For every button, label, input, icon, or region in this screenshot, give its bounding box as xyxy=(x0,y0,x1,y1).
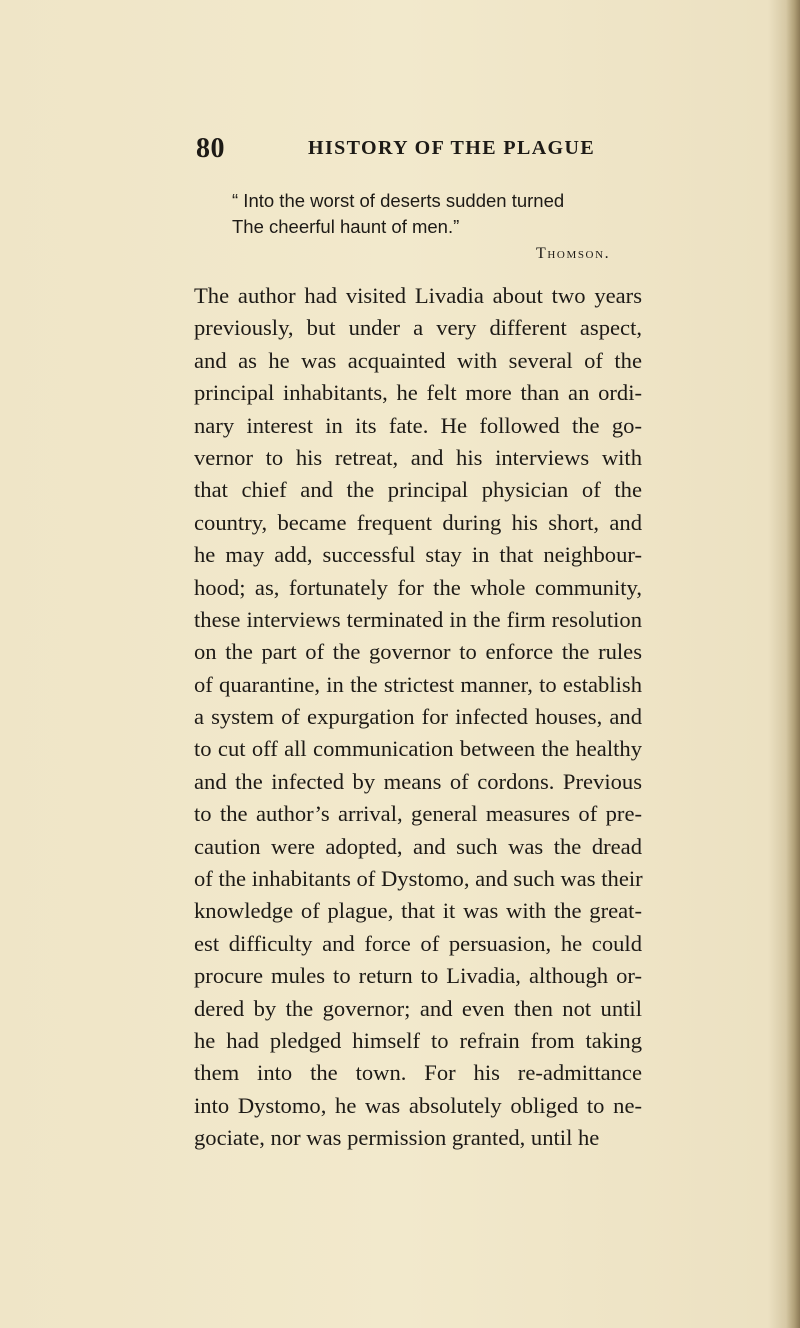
epigraph xyxy=(232,188,652,240)
text-line: a system of expurgation for infected houses, and xyxy=(194,704,642,730)
text-line: The author had visited Livadia about two years xyxy=(194,283,642,308)
text-line: hood; as, fortunately for the whole community, xyxy=(194,574,642,600)
text-line: of quarantine, in the strictest manner, to establish xyxy=(194,671,642,697)
page-number: 80 xyxy=(196,133,225,164)
text-line: of the inhabitants of Dystomo, and such was their xyxy=(194,866,643,892)
text-line: and as he was acquainted with several of the xyxy=(194,347,642,373)
text-line: caution were adopted, and such was the dread xyxy=(194,833,642,859)
text-line: he may add, successful stay in that neighbour- xyxy=(194,542,642,568)
text-line: principal inhabitants, he felt more than an ordi- xyxy=(194,380,642,406)
page-edge-shadow xyxy=(786,0,800,1328)
text-line: to cut off all communication between the healthy xyxy=(194,736,642,762)
page-header xyxy=(196,133,636,169)
text-line: previously, but under a very different aspect, xyxy=(194,315,642,341)
text-line: into Dystomo, he was absolutely obliged to ne- xyxy=(194,1092,642,1118)
epigraph-line: “ Into the worst of deserts sudden turned xyxy=(232,190,565,211)
text-line: on the part of the governor to enforce the rules xyxy=(194,639,642,665)
text-line: he had pledged himself to refrain from taking xyxy=(194,1027,642,1053)
text-line: country, became frequent during his short, and xyxy=(194,509,642,535)
text-line: them into the town. For his re-admittance xyxy=(194,1060,642,1086)
text-line: knowledge of plague, that it was with the great- xyxy=(194,898,642,924)
text-line: and the infected by means of cordons. Previous xyxy=(194,768,642,794)
epigraph-attribution: Thomson. xyxy=(536,245,611,262)
text-line: procure mules to return to Livadia, although or- xyxy=(194,963,642,989)
text-line: to the author’s arrival, general measures of pre- xyxy=(194,801,642,827)
text-line: nary interest in its fate. He followed the go- xyxy=(194,412,642,438)
epigraph-line: The cheerful haunt of men.” xyxy=(232,216,460,237)
text-line: est difficulty and force of persuasion, he could xyxy=(194,930,642,956)
text-line: vernor to his retreat, and his interviews with xyxy=(194,444,642,470)
text-line: dered by the governor; and even then not until xyxy=(194,995,642,1021)
text-line: these interviews terminated in the firm resolution xyxy=(194,606,642,632)
body-text xyxy=(194,280,642,1155)
running-head: HISTORY OF THE PLAGUE xyxy=(308,137,596,159)
text-line: that chief and the principal physician of the xyxy=(194,477,642,503)
text-line: gociate, nor was permission granted, until he xyxy=(194,1125,600,1151)
